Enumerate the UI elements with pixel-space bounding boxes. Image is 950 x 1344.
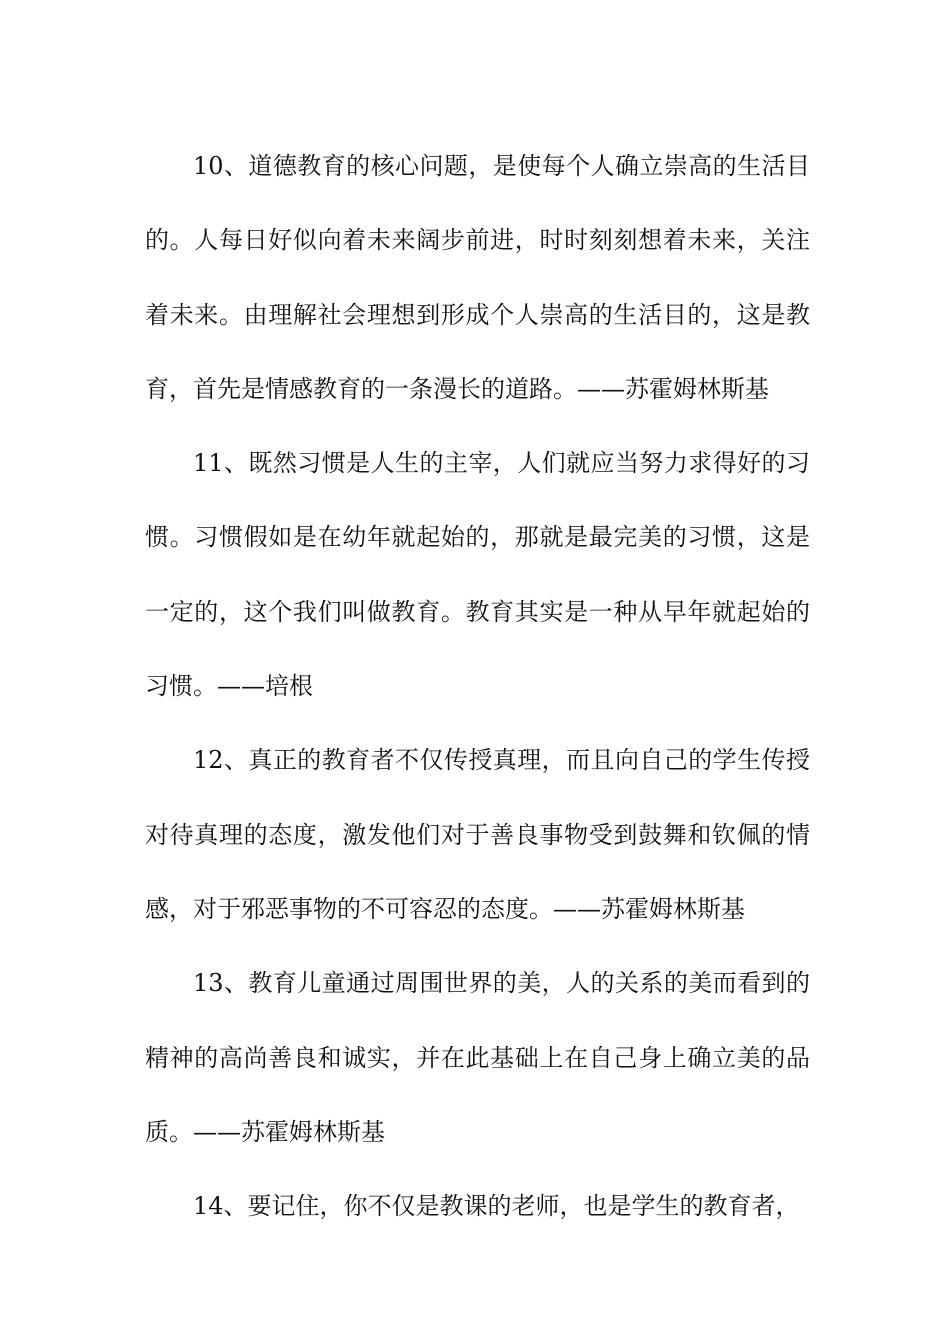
- paragraph-10: [145, 129, 810, 426]
- text-line: 一定的，这个我们叫做教育。教育其实是一种从早年就起始的: [145, 597, 810, 626]
- paragraph-13: [145, 946, 810, 1169]
- text-line: 着未来。由理解社会理想到形成个人崇高的生活目的，这是教: [145, 300, 810, 329]
- text-line: 对待真理的态度，激发他们对于善良事物受到鼓舞和钦佩的情: [145, 820, 810, 849]
- text-line: 13、教育儿童通过周围世界的美，人的关系的美而看到的: [193, 969, 810, 998]
- text-line: 习惯。——培根: [145, 672, 313, 701]
- document-body: [145, 129, 810, 1243]
- text-line: 质。——苏霍姆林斯基: [145, 1117, 385, 1146]
- text-line: 11、既然习惯是人生的主宰，人们就应当努力求得好的习: [193, 449, 810, 478]
- text-line: 感，对于邪恶事物的不可容忍的态度。——苏霍姆林斯基: [145, 894, 745, 923]
- text-line: 的。人每日好似向着未来阔步前进，时时刻刻想着未来，关注: [145, 226, 810, 255]
- text-line: 10、道德教育的核心问题，是使每个人确立崇高的生活目: [193, 152, 810, 180]
- text-line: 12、真正的教育者不仅传授真理，而且向自己的学生传授: [193, 746, 810, 775]
- paragraph-11: [145, 426, 810, 723]
- paragraph-14: [145, 1169, 810, 1243]
- text-line: 精神的高尚善良和诚实，并在此基础上在自己身上确立美的品: [145, 1043, 810, 1072]
- paragraph-12: [145, 723, 810, 946]
- text-line: 惯。习惯假如是在幼年就起始的，那就是最完美的习惯，这是: [145, 523, 810, 552]
- text-line: 14、要记住，你不仅是教课的老师，也是学生的教育者，: [193, 1192, 800, 1221]
- text-line: 育，首先是情感教育的一条漫长的道路。——苏霍姆林斯基: [145, 374, 769, 403]
